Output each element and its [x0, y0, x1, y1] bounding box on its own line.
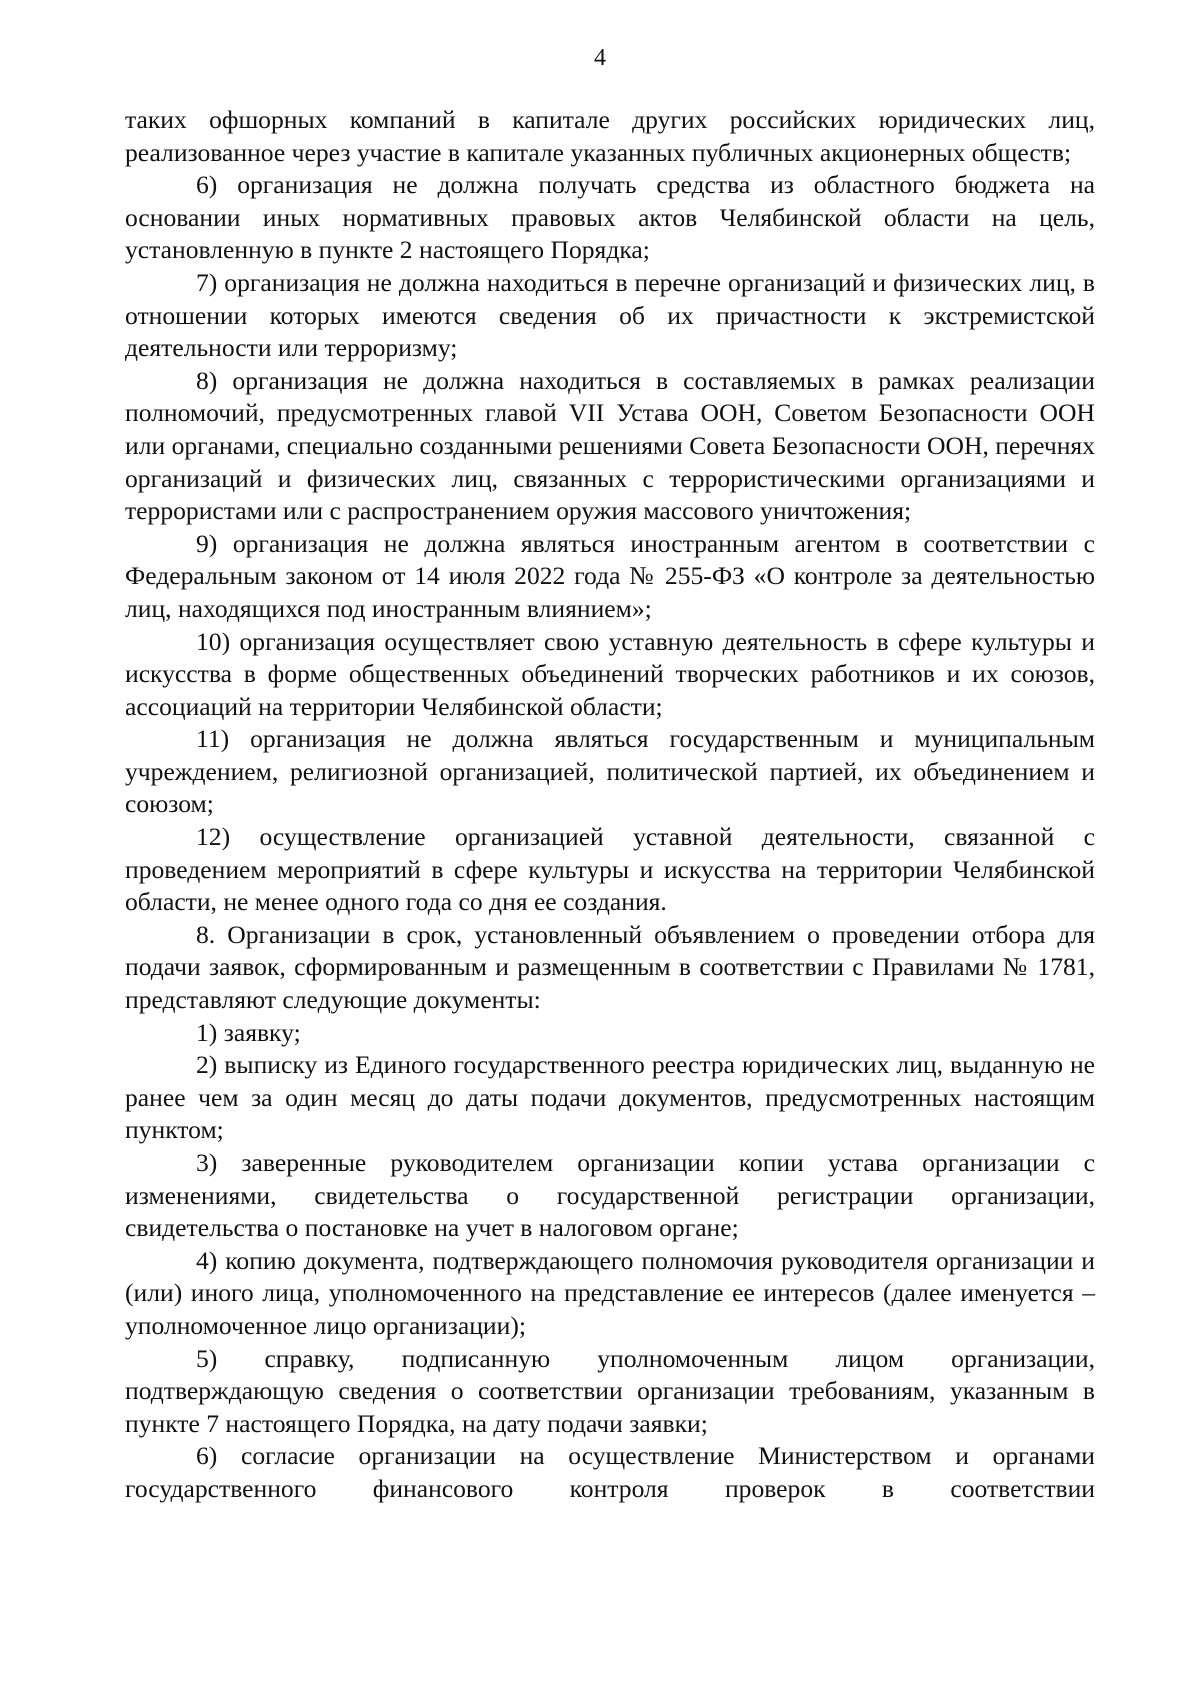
paragraph-item-11: 11) организация не должна являться государственным и муниципальным учреждением, религиозной организацией, политической партией, их объединением и союзом; [125, 724, 1095, 819]
paragraph-doc-1: 1) заявку; [196, 1017, 301, 1047]
paragraph-item-10: 10) организация осуществляет свою уставную деятельность в сфере культуры и искусства в форме общественных объединений творческих работников и их союзов, ассоциаций на территории Челябинской области; [125, 626, 1095, 721]
paragraph-doc-6: 6) согласие организации на осуществление Министерством и органами государственного финансового контроля проверок в соответствии [125, 1441, 1095, 1503]
paragraph-doc-4: 4) копию документа, подтверждающего полномочия руководителя организации и (или) иного лица, уполномоченного на представление ее интересов (далее именуется – уполномоченное лицо организации); [125, 1245, 1095, 1340]
paragraph-item-12: 12) осуществление организацией уставной деятельности, связанной с проведением мероприятий в сфере культуры и искусства на территории Челябинской области, не менее одного года со дня ее создания. [125, 822, 1095, 917]
paragraph-item-9: 9) организация не должна являться иностранным агентом в соответствии с Федеральным законом от 14 июля 2022 года № 255-ФЗ «О контроле за деятельностью лиц, находящихся под иностранным влиянием»; [125, 528, 1095, 623]
paragraph-doc-2: 2) выписку из Единого государственного реестра юридических лиц, выданную не ранее чем за один месяц до даты подачи документов, предусмотренных настоящим пунктом; [125, 1050, 1095, 1145]
paragraph-item-7: 7) организация не должна находиться в перечне организаций и физических лиц, в отношении которых имеются сведения об их причастности к экстремистской деятельности или терроризму; [125, 267, 1095, 363]
paragraph-section-8: 8. Организации в срок, установленный объявлением о проведении отбора для подачи заявок, сформированным и размещенным в соответствии с Правилами № 1781, представляют следующие документы: [125, 919, 1095, 1015]
paragraph-continuation: таких офшорных компаний в капитале других российских юридических лиц, реализованное через участие в капитале указанных публичных акционерных обществ; [125, 105, 1095, 167]
page-number: 4 [594, 45, 606, 71]
paragraph-doc-5: 5) справку, подписанную уполномоченным лицом организации, подтверждающую сведения о соответствии организации требованиям, указанным в пункте 7 настоящего Порядка, на дату подачи заявки; [125, 1343, 1095, 1438]
paragraph-item-8: 8) организация не должна находиться в составляемых в рамках реализации полномочий, предусмотренных главой VII Устава ООН, Советом Безопасности ООН или органами, специально созданными решениями Совета Безопасности ООН, перечнях организаций и физических лиц, связанных с террористическими организациями и террористами или с распространением оружия массового уничтожения; [125, 365, 1095, 526]
document-body [125, 104, 1095, 1506]
paragraph-item-6: 6) организация не должна получать средства из областного бюджета на основании иных нормативных правовых актов Челябинской области на цель, установленную в пункте 2 настоящего Порядка; [125, 170, 1095, 265]
paragraph-doc-3: 3) заверенные руководителем организации копии устава организации с изменениями, свидетельства о государственной регистрации организации, свидетельства о постановке на учет в налоговом органе; [125, 1148, 1095, 1243]
